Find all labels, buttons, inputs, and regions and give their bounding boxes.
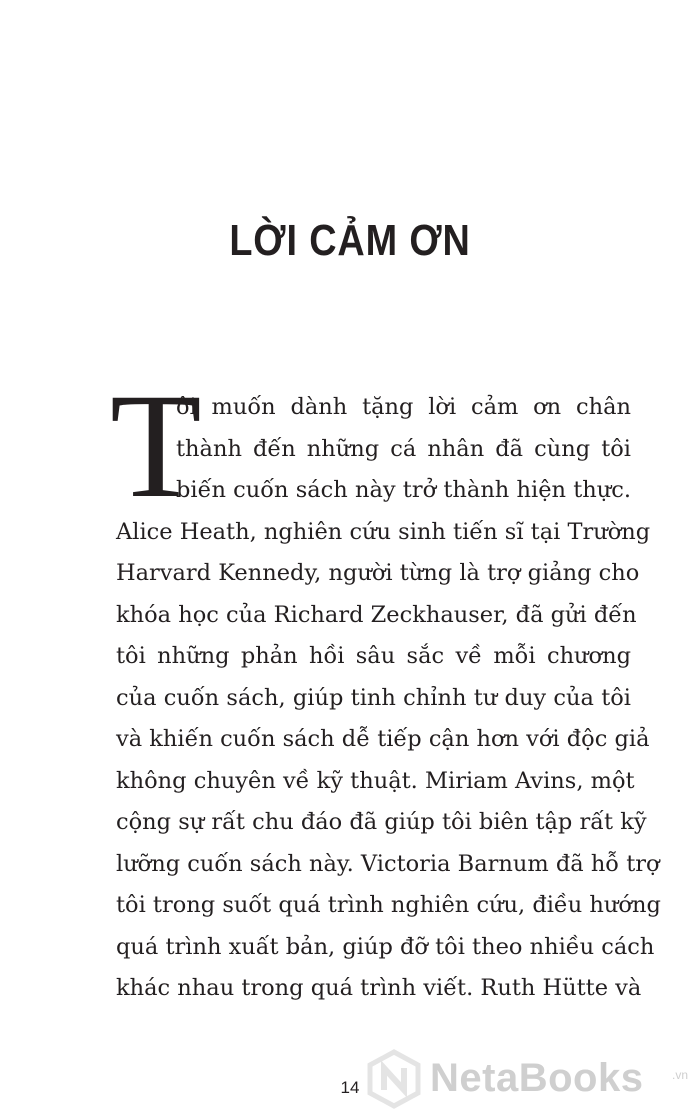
text-line: thành đến những cá nhân đã cùng tôi <box>176 435 631 462</box>
text-line: cộng sự rất chu đáo đã giúp tôi biên tập rất kỹ <box>116 809 647 835</box>
text-line: ôi muốn dành tặng lời cảm ơn chân <box>176 394 631 420</box>
text-line: khác nhau trong quá trình viết. Ruth Hütte và <box>116 975 642 1001</box>
chapter-heading: LỜI CẢM ƠN <box>229 216 471 265</box>
text-line: Harvard Kennedy, người từng là trợ giảng cho <box>116 560 640 586</box>
watermark-brand: NetaBooks <box>430 1056 644 1100</box>
text-line: biến cuốn sách này trở thành hiện thực. <box>176 477 631 503</box>
text-line: lưỡng cuốn sách này. Victoria Barnum đã hỗ trợ <box>116 850 660 877</box>
text-line: của cuốn sách, giúp tinh chỉnh tư duy của tôi <box>116 684 631 711</box>
page-number: 14 <box>340 1078 360 1097</box>
text-line: khóa học của Richard Zeckhauser, đã gửi đến <box>116 601 637 628</box>
drop-cap-letter: T <box>110 363 202 529</box>
body-paragraph <box>116 387 661 1010</box>
text-line: và khiến cuốn sách dễ tiếp cận hơn với độc giả <box>116 726 650 752</box>
text-line: tôi trong suốt quá trình nghiên cứu, điều hướng <box>116 892 661 918</box>
text-line: quá trình xuất bản, giúp đỡ tôi theo nhiều cách <box>116 933 655 960</box>
text-line: không chuyên về kỹ thuật. Miriam Avins, một <box>116 767 635 794</box>
text-line: Alice Heath, nghiên cứu sinh tiến sĩ tại Trường <box>116 518 651 545</box>
watermark-suffix: .vn <box>672 1068 689 1082</box>
text-line: tôi những phản hồi sâu sắc về mỗi chương <box>116 643 631 669</box>
